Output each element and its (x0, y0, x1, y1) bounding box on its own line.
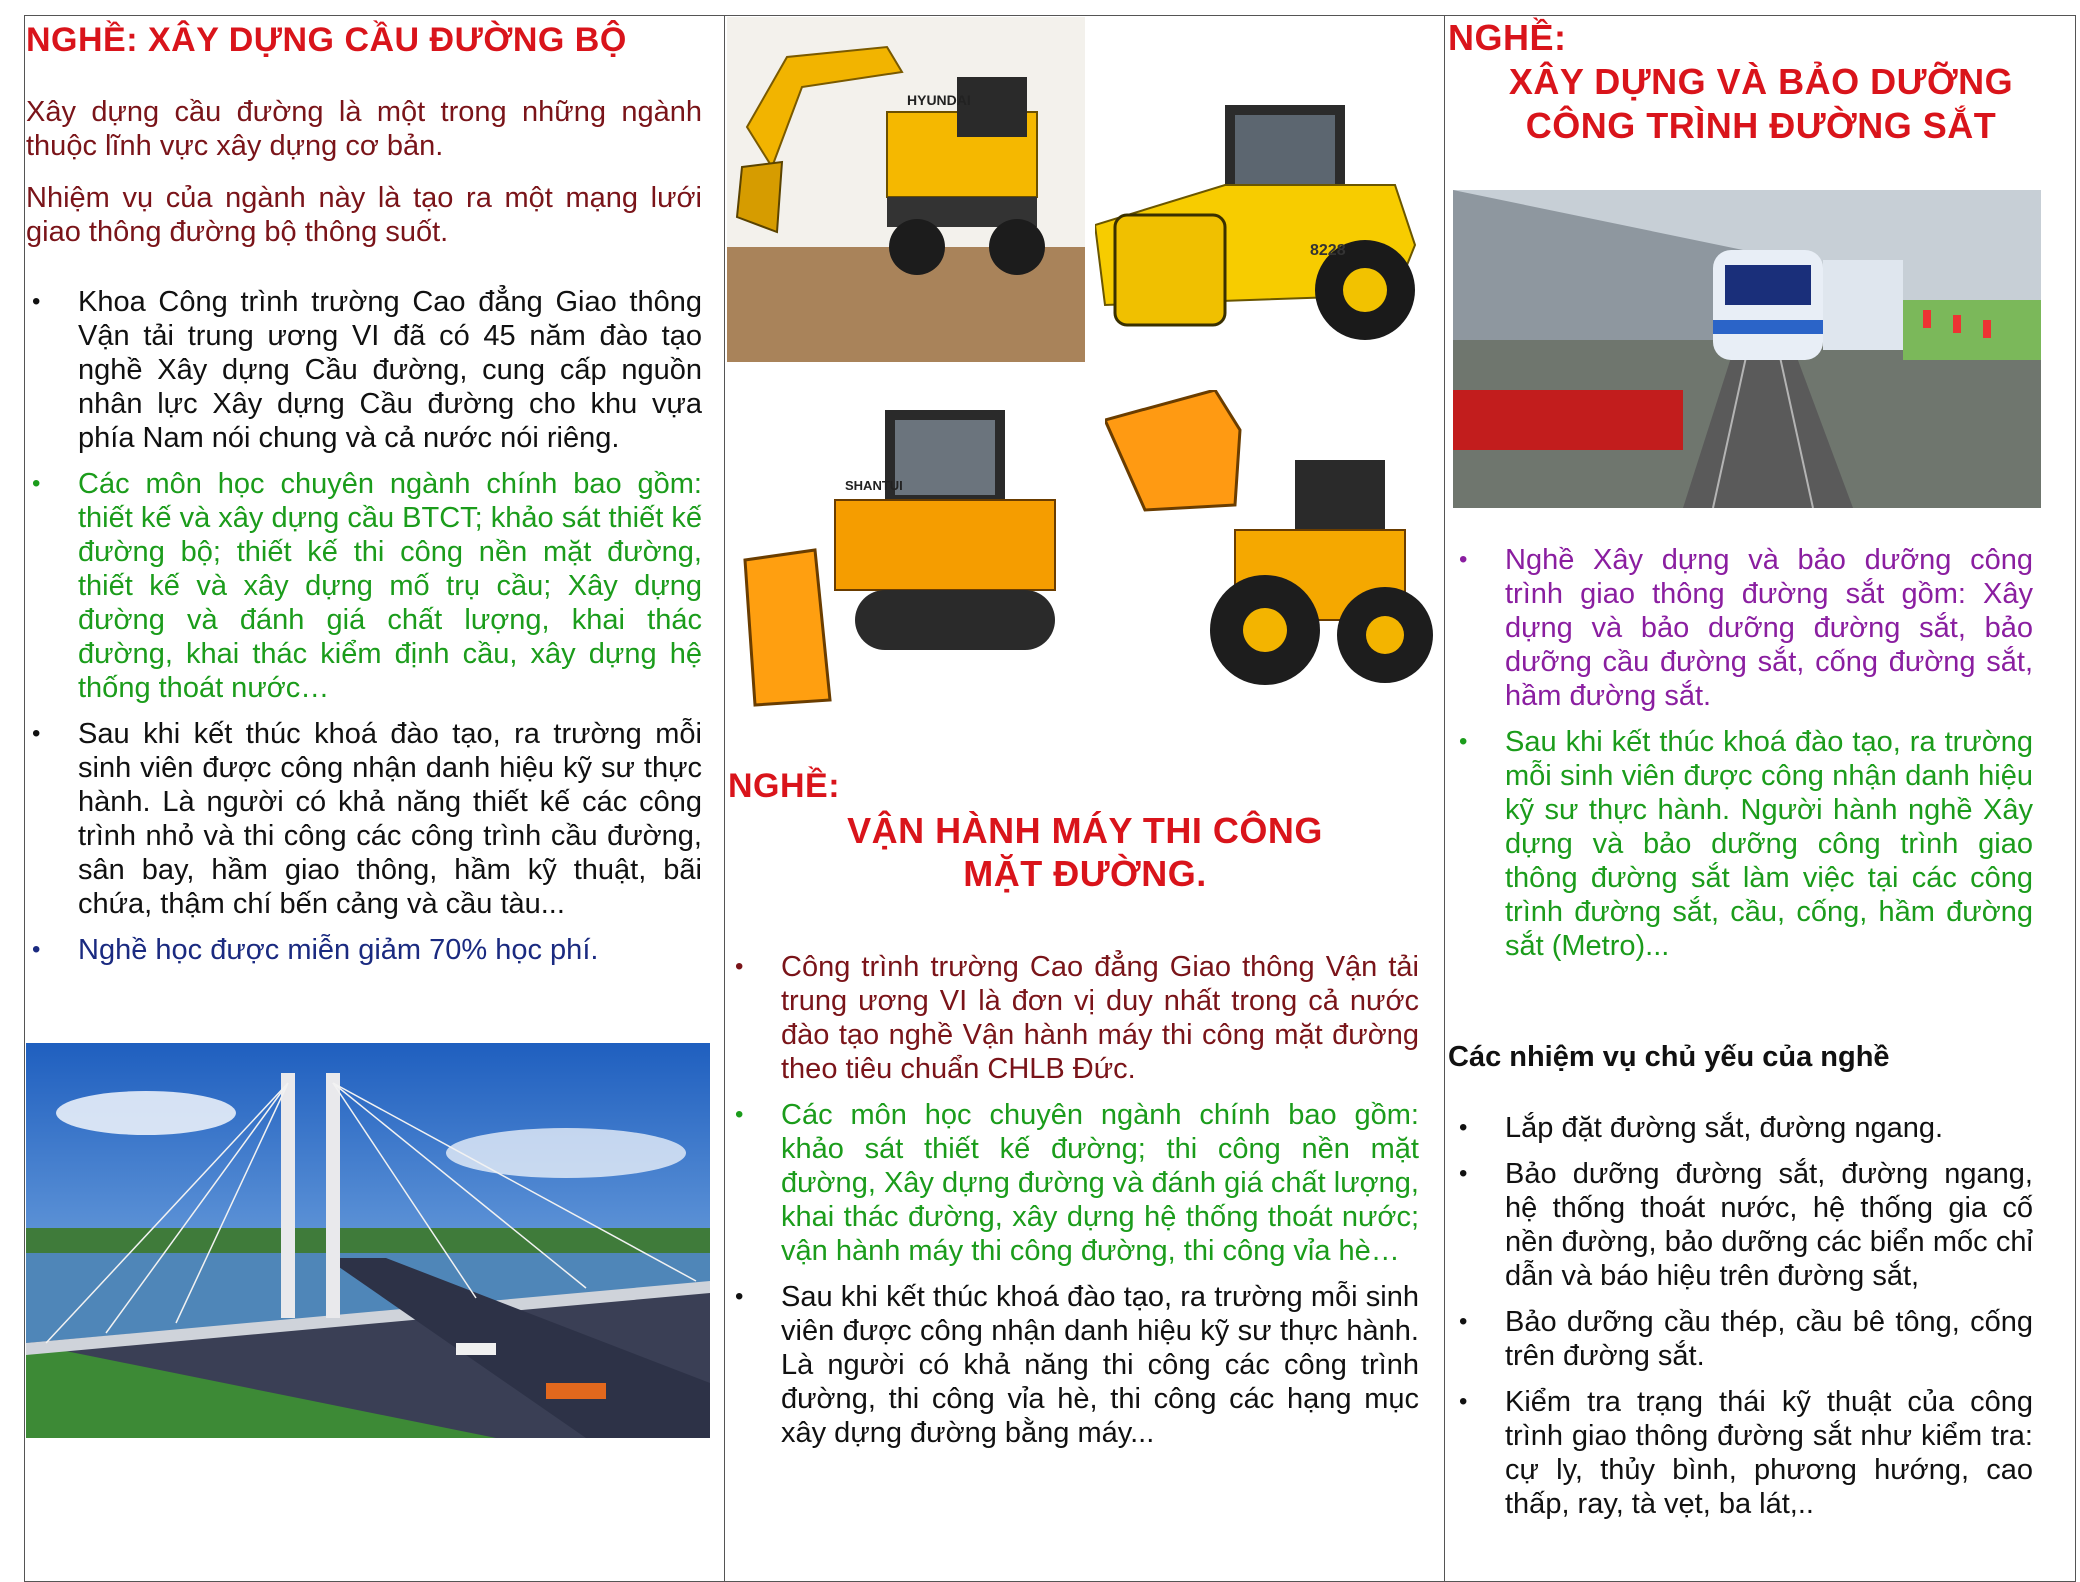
list-item: • Lắp đặt đường sắt, đường ngang. (1459, 1112, 1944, 1144)
intro-paragraph-1: Xây dựng cầu đường là một trong những ngành thuộc lĩnh vực xây dựng cơ bản. (26, 96, 702, 162)
list-item: • Khoa Công trình trường Cao đẳng Giao thông Vận tải trung ương VI đã có 45 năm đào tạo nghề Xây dựng Cầu đường, cung cấp nguồn nhân lực Xây dựng Cầu đường cho khu vựa phía Nam nói chung và cả nước nói riêng. (32, 286, 702, 454)
title-bridge-road: NGHỀ: XÂY DỰNG CẦU ĐƯỜNG BỘ (26, 21, 627, 59)
bullet-icon: • (1459, 546, 1468, 573)
bullet-icon: • (32, 720, 41, 747)
bullet-icon: • (1459, 1160, 1468, 1187)
model-label: 8228 (1310, 242, 1346, 259)
list-item: • Sau khi kết thúc khoá đào tạo, ra trường mỗi sinh viên được công nhận danh hiệu kỹ sư thực hành. Người hành nghề Xây dựng và bảo dưỡng công trình giao thông đường sắt làm việc tại các công trình đường sắt, cầu, cống, hầm đường sắt (Metro)... (1459, 726, 2033, 962)
bulldozer-image (735, 390, 1065, 710)
bullet-icon: • (735, 953, 744, 980)
bullet-icon: • (1459, 1114, 1468, 1141)
list-item: • Kiểm tra trạng thái kỹ thuật của công trình giao thông đường sắt như kiểm tra: cự ly, thủy bình, phương hướng, cao thấp, ray, tà vẹt, ba lát,.. (1459, 1386, 2033, 1520)
excavator-image (727, 17, 1085, 362)
column-bridge-road (24, 15, 724, 1582)
title-railway-line2: CÔNG TRÌNH ĐƯỜNG SẮT (1525, 105, 1997, 146)
bullet-icon: • (1459, 728, 1468, 755)
list-item: • Bảo dưỡng cầu thép, cầu bê tông, cống trên đường sắt. (1459, 1306, 2033, 1372)
bullet-icon: • (1459, 1308, 1468, 1335)
bullet-list-machine (729, 950, 1419, 1462)
list-item: • Các môn học chuyên ngành chính bao gồm: khảo sát thiết kế đường; thi công nền mặt đường, Xây dựng đường và đánh giá chất lượng, khai thác đường, xây dựng hệ thống thoát nước; vận hành máy thi công đường, thi công vỉa hè… (735, 1099, 1419, 1267)
intro-paragraph-2: Nhiệm vụ của ngành này là tạo ra một mạng lưới giao thông đường bộ thông suốt. (26, 182, 702, 248)
list-item: • Các môn học chuyên ngành chính bao gồm: thiết kế và xây dựng cầu BTCT; khảo sát thiết kế đường bộ; thiết kế thi công nền mặt đường, thiết kế và xây dựng mố trụ cầu; Xây dựng đường và đánh giá chất lượng, khai thác đường, khai thác kiểm định cầu, xây dựng hệ thống thoát nước… (32, 468, 702, 704)
list-item: • Nghề Xây dựng và bảo dưỡng công trình giao thông đường sắt gồm: Xây dựng và bảo dưỡng đường sắt, bảo dưỡng cầu đường sắt, cống đường sắt, hầm đường sắt. (1459, 544, 2033, 712)
title-machine-line2: MẶT ĐƯỜNG. (963, 853, 1207, 894)
list-item: • Nghề học được miễn giảm 70% học phí. (32, 934, 599, 966)
brand-label: SHANTUI (845, 478, 903, 493)
title-railway-line1: XÂY DỰNG VÀ BẢO DƯỠNG (1508, 61, 2014, 102)
bullet-icon: • (32, 936, 41, 963)
title-prefix-railway: NGHỀ: (1448, 17, 1567, 58)
road-roller-image (1095, 75, 1435, 345)
column-railway (1444, 15, 2076, 1582)
title-prefix-machine: NGHỀ: (728, 767, 841, 805)
bullet-icon: • (1459, 1388, 1468, 1415)
title-machine-line1: VẬN HÀNH MÁY THI CÔNG (847, 810, 1323, 851)
bullet-list-bridge-road (26, 285, 702, 979)
metro-train-photo (1453, 190, 2041, 508)
list-item: • Sau khi kết thúc khoá đào tạo, ra trường mỗi sinh viên được công nhận danh hiệu kỹ sư thực hành. Là người có khả năng thiết kế các công trình nhỏ và thi công các công trình cầu đường, sân bay, hầm giao thông, hầm kỹ thuật, bãi chứa, thậm chí bến cảng và cầu tàu... (32, 718, 702, 920)
column-machine-operation (724, 15, 1444, 1582)
bullet-list-railway-a (1453, 543, 2033, 975)
brand-label: HYUNDAI (907, 92, 971, 108)
list-item: • Công trình trường Cao đẳng Giao thông Vận tải trung ương VI là đơn vị duy nhất trong cả nước đào tạo nghề Vận hành máy thi công mặt đường theo tiêu chuẩn CHLB Đức. (735, 951, 1419, 1085)
subheading-main-tasks: Các nhiệm vụ chủ yếu của nghề (1448, 1041, 1890, 1073)
wheel-loader-image (1105, 390, 1435, 710)
bullet-icon: • (735, 1283, 744, 1310)
list-item: • Sau khi kết thúc khoá đào tạo, ra trường mỗi sinh viên được công nhận danh hiệu kỹ sư thực hành. Là người có khả năng thi công các công trình đường, thi công vỉa hè, thi công các hạng mục xây dựng đường bằng máy... (735, 1281, 1419, 1449)
bullet-icon: • (32, 470, 41, 497)
bullet-icon: • (735, 1101, 744, 1128)
bullet-icon: • (32, 288, 41, 315)
list-item: • Bảo dưỡng đường sắt, đường ngang, hệ thống thoát nước, hệ thống gia cố nền đường, bảo dưỡng các biển mốc chỉ dẫn và báo hiệu trên đường sắt, (1459, 1158, 2033, 1292)
bullet-list-railway-b (1453, 1111, 2033, 1533)
cable-bridge-photo (26, 1043, 710, 1438)
